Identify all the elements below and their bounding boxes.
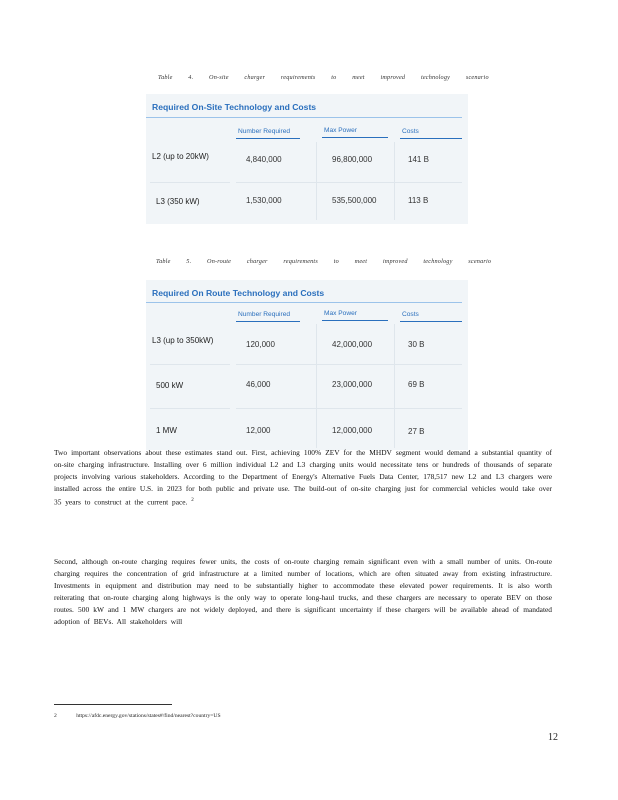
table5-row-cost: 69 B: [408, 380, 425, 389]
footnote: 2 https://afdc.energy.gov/stations/states#/find/nearest?country=US: [54, 713, 221, 719]
table5-header-number-line: [236, 321, 300, 322]
table4-header-power: Max Power: [324, 127, 357, 134]
body-paragraph-2: Second, although on-route charging requires fewer units, the costs of on-route charging remain significant even with a small number of units. On-route charging requires the concentration of grid infrastructure at a limited number of locations, which are often situated away from existing infrastructure. Investments in equipment and distribution may need to be substantially higher to accommodate these elevated power requirements. It is also worth reiterating that on-route charging along highways is the only way to operate long-haul trucks, and these chargers are necessary to operate BEV on those routes. 500 kW and 1 MW chargers are not widely deployed, and there is significant uncertainty if these chargers will be available ahead of mandated adoption of BEVs. All stakeholders will: [54, 557, 552, 627]
table5-row-cost: 30 B: [408, 340, 425, 349]
table5-row-label: L3 (up to 350kW): [152, 336, 214, 345]
table4-row-label: L2 (up to 20kW): [152, 152, 209, 161]
table4-header-power-line: [322, 137, 388, 138]
table4-caption: Table 4. On-site charger requirements to meet improved technology scenario: [158, 74, 489, 81]
table5-row-label: 1 MW: [156, 426, 177, 435]
table4-row-number: 4,840,000: [246, 155, 282, 164]
table4-row-divider: [150, 182, 230, 183]
table4-column-divider: [316, 142, 317, 220]
table5-row-number: 12,000: [246, 426, 271, 435]
table4-header-number-line: [236, 138, 300, 139]
table4-row-power: 535,500,000: [332, 196, 377, 205]
table5-row-divider: [150, 408, 230, 409]
table5-row-power: 23,000,000: [332, 380, 373, 389]
table5-header-power: Max Power: [324, 310, 357, 317]
table4: [146, 94, 468, 224]
table4-column-divider: [394, 142, 395, 220]
table5-row-number: 46,000: [246, 380, 271, 389]
table5-header-costs-line: [400, 321, 462, 322]
table5-title-rule: [146, 302, 462, 303]
table4-header-number: Number Required: [238, 128, 291, 135]
table4-row-label: L3 (350 kW): [156, 197, 200, 206]
table4-header-costs: Costs: [402, 128, 419, 135]
table4-title: Required On-Site Technology and Costs: [152, 102, 317, 112]
table5-row-label: 500 kW: [156, 381, 184, 390]
table5-row-divider: [236, 408, 462, 409]
table4-title-rule: [146, 117, 462, 118]
table4-row-divider: [236, 182, 462, 183]
footnote-reference: 2: [191, 498, 194, 504]
table5: [146, 280, 468, 450]
table5-row-number: 120,000: [246, 340, 275, 349]
table5-row-divider: [150, 364, 230, 365]
table5-row-power: 12,000,000: [332, 426, 373, 435]
table4-row-number: 1,530,000: [246, 196, 282, 205]
table5-row-divider: [236, 364, 462, 365]
table5-column-divider: [316, 324, 317, 448]
table4-row-cost: 113 B: [408, 196, 429, 205]
table5-column-divider: [394, 324, 395, 448]
table5-header-power-line: [322, 320, 388, 321]
table5-caption: Table 5. On-route charger requirements to meet improved technology scenario: [156, 258, 492, 265]
table5-row-power: 42,000,000: [332, 340, 373, 349]
page-number: 12: [548, 732, 558, 743]
body-paragraph-1: [54, 447, 552, 509]
table4-row-power: 96,800,000: [332, 155, 373, 164]
table5-header-costs: Costs: [402, 311, 419, 318]
table5-row-cost: 27 B: [408, 427, 425, 436]
table5-header-number: Number Required: [238, 311, 291, 318]
table4-header-costs-line: [400, 138, 462, 139]
paragraph-1-text: Two important observations about these estimates stand out. First, achieving 100% ZEV for the MHDV segment would demand a substantial quantity of on-site charging infrastructure. Installing over 6 million individual L2 and L3 charging units would necessitate tens or hundreds of thousands of separate projects involving various stakeholders. According to the Department of Energy's Alternative Fuels Data Center, 178,517 new L2 and L3 chargers were installed across the entire U.S. in 2023 for both public and private use. The build-out of on-site charging just for commercial vehicles would take over 35 years to construct at the current pace.: [54, 448, 552, 507]
footnote-separator: [54, 704, 172, 705]
table5-title: Required On Route Technology and Costs: [152, 288, 325, 298]
table4-row-cost: 141 B: [408, 155, 429, 164]
